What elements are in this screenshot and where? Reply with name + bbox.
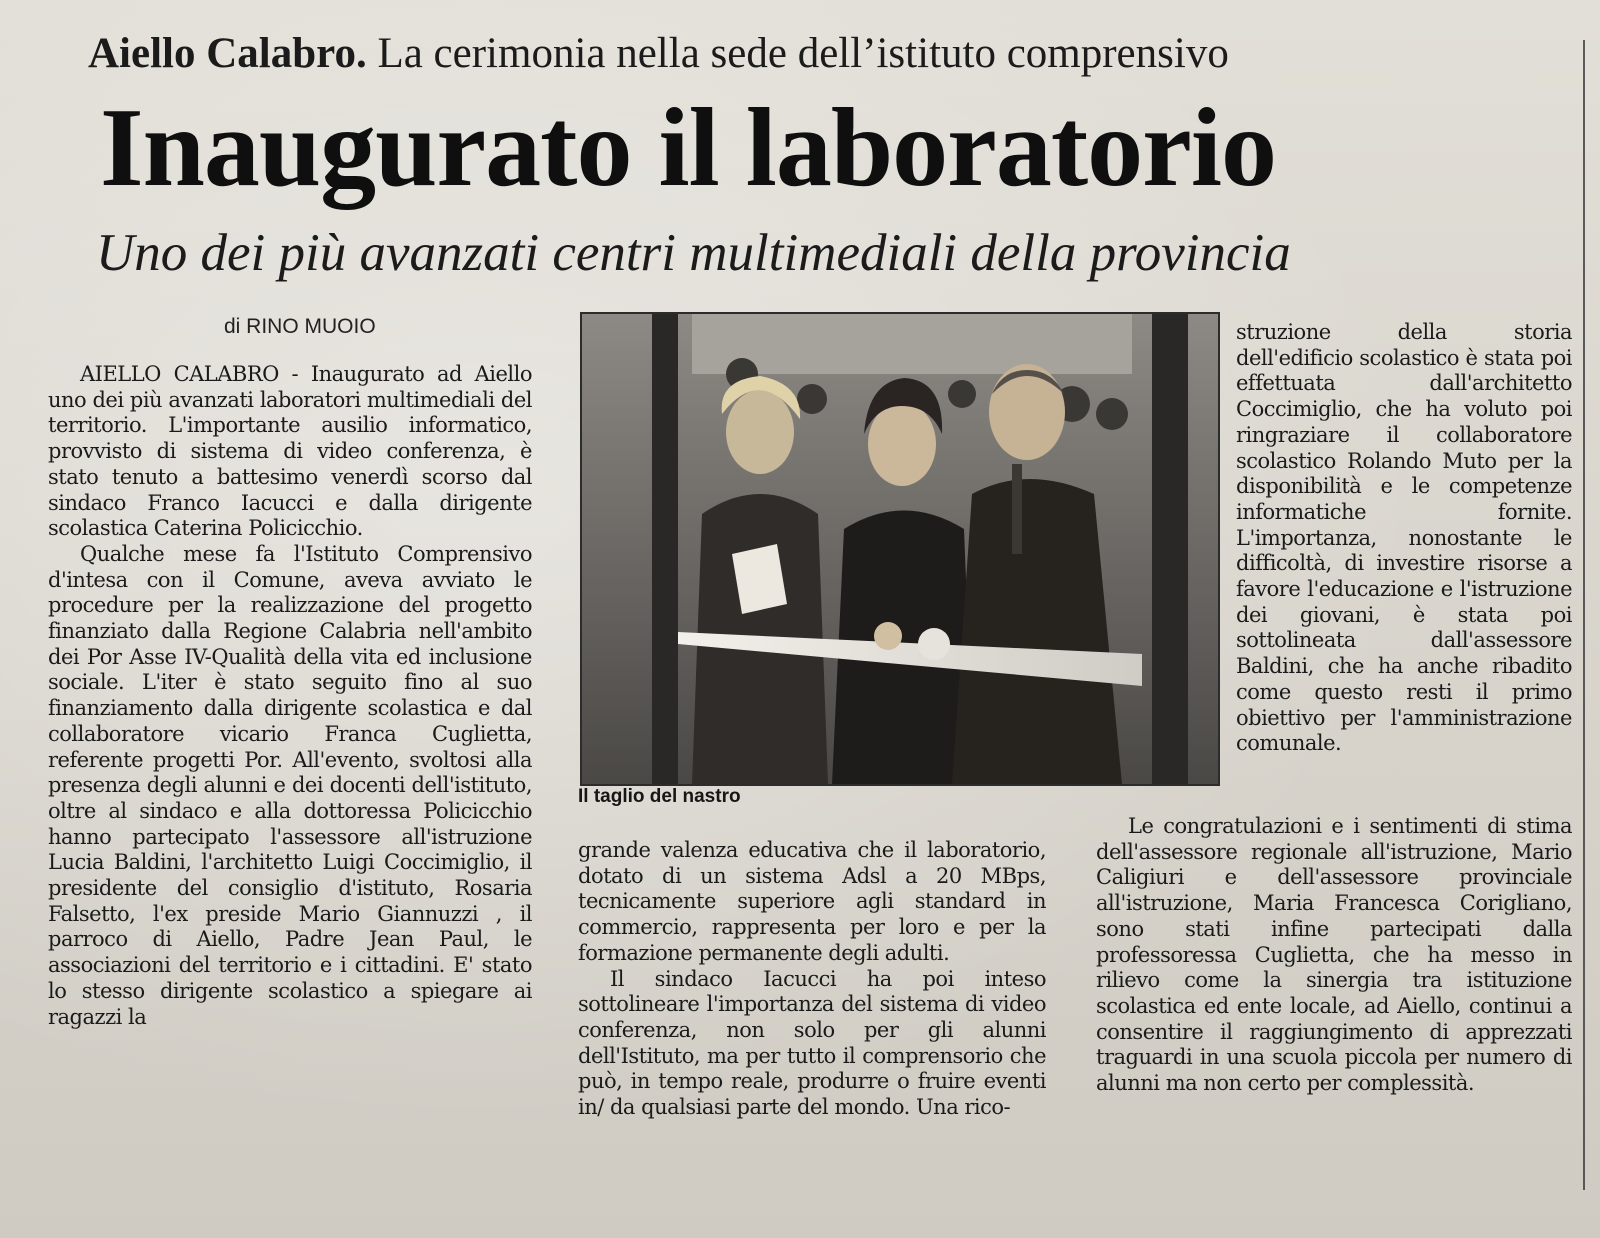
article-kicker xyxy=(88,28,1568,80)
column1-paragraph-1: AIELLO CALABRO - Inaugurato ad Aiello uno dei più avanzati laboratori multimediali del territorio. L'importante ausilio informatico, provvisto di sistema di video conferenza, è stato tenuto a battesimo venerdì scorso dal sindaco Franco Iacucci e dalla dirigente scolastica Caterina Policicchio. xyxy=(48,362,532,541)
article-headline: Inaugurato il laboratorio xyxy=(100,86,1276,210)
ribbon-cutting-photo-illustration xyxy=(582,314,1218,784)
article-photo xyxy=(580,312,1220,786)
column3-paragraph-2: Le congratulazioni e i sentimenti di stima dell'assessore regionale all'istruzione, Mario Caligiuri e dell'assessore provinciale all'istruzione, Maria Francesca Corigliano, sono stati infine partecipati dalla professoressa Cuglietta, che ha messo in rilievo come la sinergia tra istituzione scolastica ed ente locale, ad Aiello, continui a consentire il raggiungimento di apprezzati traguardi in una scuola piccola per numero di alunni ma non certo per complessità. xyxy=(1096,814,1572,1096)
text-column-2 xyxy=(578,838,1046,1121)
text-column-3-bottom xyxy=(1096,814,1572,1097)
photo-caption: Il taglio del nastro xyxy=(578,786,741,807)
article-subheadline: Uno dei più avanzati centri multimediali della provincia xyxy=(96,224,1291,282)
column2-paragraph-1: grande valenza educativa che il laboratorio, dotato di un sistema Adsl a 20 MBps, tecnicamente superiore agli standard in commercio, rappresenta per loro e per la formazione permanente degli adulti. xyxy=(578,838,1046,965)
article-byline: di RINO MUOIO xyxy=(224,315,376,338)
column-divider-rule xyxy=(1583,40,1585,1190)
kicker-text: La cerimonia nella sede dell’istituto comprensivo xyxy=(366,30,1229,77)
column2-paragraph-2: Il sindaco Iacucci ha poi inteso sottolineare l'importanza del sistema di video conferenza, non solo per gli alunni dell'Istituto, ma per tutto il comprensorio che può, in tempo reale, produrre o fruire eventi in/ da qualsiasi parte del mondo. Una rico- xyxy=(578,966,1046,1120)
column3-paragraph-1: struzione della storia dell'edificio scolastico è stata poi effettuata dall'architetto Coccimiglio, che ha voluto poi ringraziare il collaboratore scolastico Rolando Muto per la disponibilità e le competenze informatiche fornite. L'importanza, nonostante le difficoltà, di investire risorse a favore l'educazione e l'istruzione dei giovani, è stata poi sottolineata dall'assessore Baldini, che ha anche ribadito come questo resti il primo obiettivo per l'amministrazione comunale. xyxy=(1236,320,1572,756)
text-column-3-top xyxy=(1236,320,1572,757)
text-column-1 xyxy=(48,362,532,1030)
kicker-place: Aiello Calabro. xyxy=(88,30,367,77)
column1-paragraph-2: Qualche mese fa l'Istituto Comprensivo d'intesa con il Comune, aveva avviato le procedure per la realizzazione del progetto finanziato dalla Regione Calabria nell'ambito dei Por Asse IV-Qualità della vita ed inclusione sociale. L'iter è stato seguito fino al suo finanziamento dalla dirigente scolastica e dal collaboratore vicario Franca Cuglietta, referente progetti Por. All'evento, svoltosi alla presenza degli alunni e dei docenti dell'istituto, oltre al sindaco e alla dottoressa Policicchio hanno partecipato l'assessore all'istruzione Lucia Baldini, l'architetto Luigi Coccimiglio, il presidente del consiglio d'istituto, Rosaria Falsetto, l'ex preside Mario Giannuzzi , il parroco di Aiello, Padre Jean Paul, le associazioni del territorio e i cittadini. E' stato lo stesso dirigente scolastico a spiegare ai ragazzi la xyxy=(48,541,532,1029)
